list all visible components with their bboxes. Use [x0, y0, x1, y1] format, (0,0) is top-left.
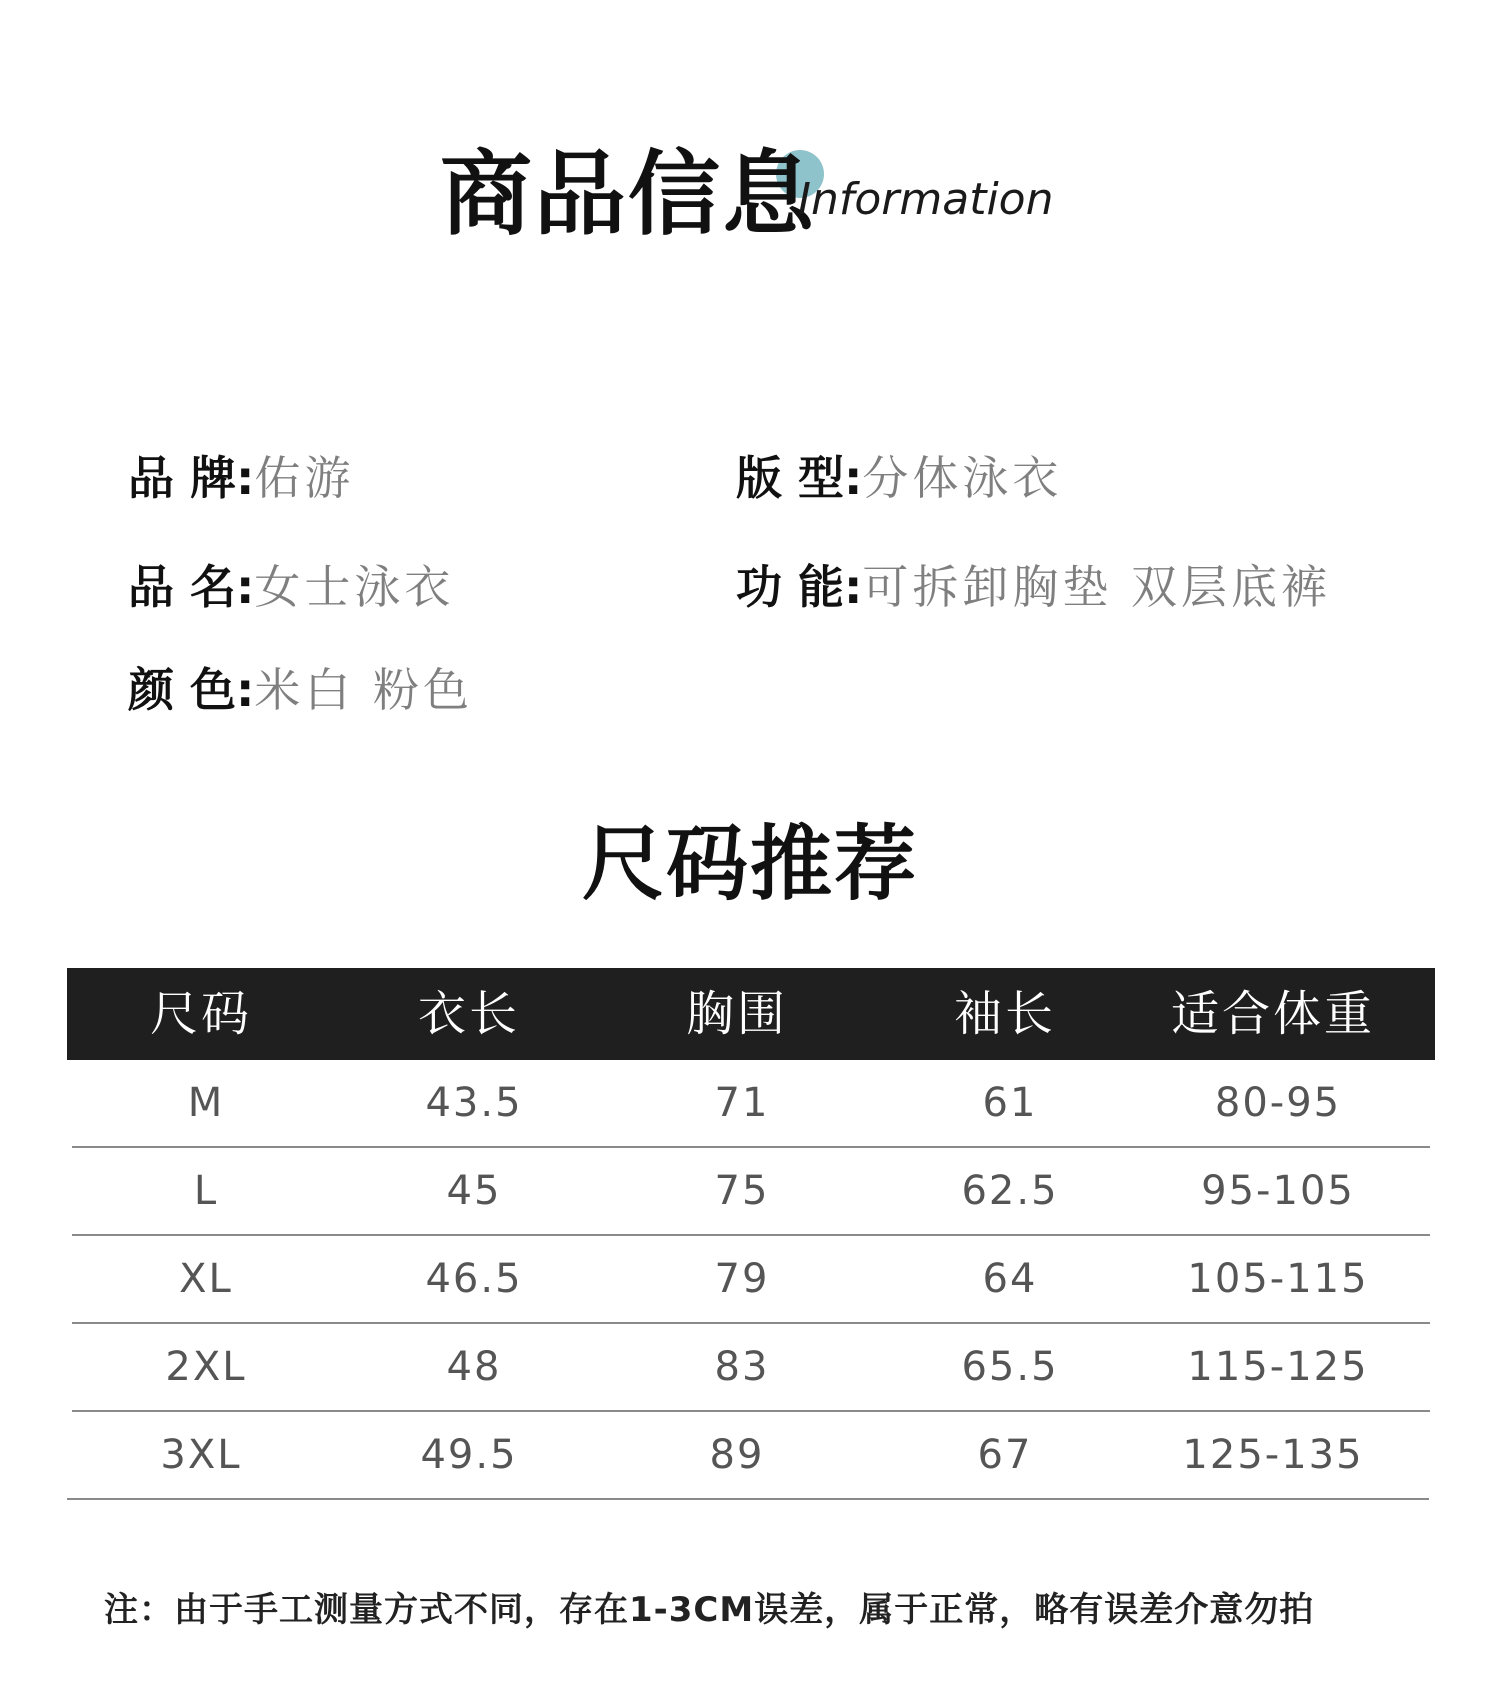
- cell-sleeve: 64: [982, 1256, 1038, 1302]
- size-table-header: [67, 968, 1435, 1060]
- cell-weight: 115-125: [1187, 1344, 1369, 1390]
- page-title: 商品信息: [440, 141, 817, 248]
- header: [0, 140, 1500, 250]
- info-name-label: 品 名:: [128, 560, 255, 614]
- cell-weight: 95-105: [1201, 1168, 1355, 1214]
- table-row: [72, 1324, 1430, 1412]
- table-row: [72, 1060, 1430, 1148]
- cell-bust: 75: [714, 1168, 770, 1214]
- info-name: [128, 557, 454, 617]
- info-color-value: 米白 粉色: [254, 663, 474, 717]
- cell-size: 2XL: [165, 1344, 247, 1390]
- page-subtitle: Information: [798, 174, 1054, 225]
- header-size: 尺码: [149, 986, 252, 1042]
- cell-sleeve: 67: [977, 1432, 1033, 1478]
- cell-weight: 125-135: [1182, 1432, 1364, 1478]
- info-fit-value: 分体泳衣: [862, 451, 1063, 505]
- cell-size: M: [187, 1080, 225, 1126]
- table-row: [67, 1412, 1429, 1500]
- cell-bust: 71: [714, 1080, 770, 1126]
- size-section-title: 尺码推荐: [581, 817, 918, 912]
- info-brand-label: 品 牌:: [128, 451, 255, 505]
- cell-weight: 80-95: [1214, 1080, 1342, 1126]
- info-color-label: 颜 色:: [128, 663, 255, 717]
- info-brand-value: 佑游: [254, 451, 355, 505]
- info-name-value: 女士泳衣: [254, 560, 455, 614]
- info-fit: [736, 448, 1062, 508]
- measurement-note: 注：由于手工测量方式不同，存在1-3CM误差，属于正常，略有误差介意勿拍: [104, 1590, 1315, 1630]
- size-table: [67, 968, 1435, 1500]
- cell-bust: 83: [714, 1344, 770, 1390]
- cell-sleeve: 65.5: [961, 1344, 1059, 1390]
- table-row: [72, 1236, 1430, 1324]
- cell-size: XL: [179, 1256, 233, 1302]
- cell-length: 49.5: [420, 1432, 518, 1478]
- cell-weight: 105-115: [1187, 1256, 1369, 1302]
- info-brand: [128, 448, 354, 508]
- header-weight: 适合体重: [1170, 986, 1375, 1042]
- cell-length: 48: [446, 1344, 502, 1390]
- info-function-label: 功 能:: [736, 560, 863, 614]
- cell-bust: 89: [709, 1432, 765, 1478]
- cell-length: 46.5: [425, 1256, 523, 1302]
- table-row: [72, 1148, 1430, 1236]
- cell-bust: 79: [714, 1256, 770, 1302]
- cell-sleeve: 61: [982, 1080, 1038, 1126]
- info-function: [736, 557, 1331, 617]
- cell-size: 3XL: [160, 1432, 242, 1478]
- cell-size: L: [193, 1168, 219, 1214]
- info-function-value: 可拆卸胸垫 双层底裤: [862, 560, 1332, 614]
- header-bust: 胸围: [685, 986, 788, 1042]
- cell-sleeve: 62.5: [961, 1168, 1059, 1214]
- info-fit-label: 版 型:: [736, 451, 863, 505]
- cell-length: 45: [446, 1168, 502, 1214]
- cell-length: 43.5: [425, 1080, 523, 1126]
- header-length: 衣长: [417, 986, 520, 1042]
- info-color: [128, 660, 473, 720]
- header-sleeve: 袖长: [953, 986, 1056, 1042]
